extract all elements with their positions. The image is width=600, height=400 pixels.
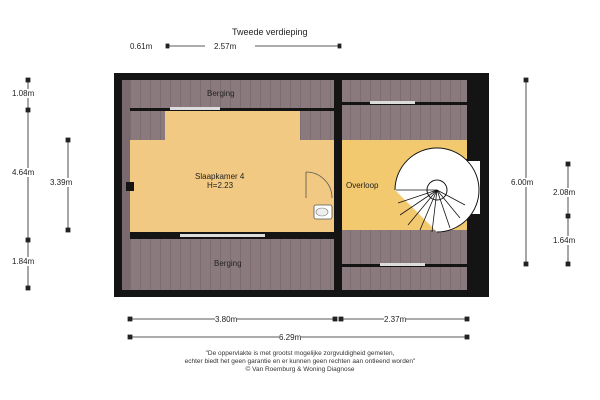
wall-top-partition bbox=[130, 108, 334, 111]
floor-title: Tweede verdieping bbox=[232, 27, 308, 37]
washbasin bbox=[314, 205, 332, 219]
wall-middle bbox=[334, 80, 342, 290]
landing-bottom-roof bbox=[342, 230, 467, 264]
dim-right-1: 2.08m bbox=[553, 188, 576, 197]
door-top bbox=[170, 107, 220, 110]
dim-right-2: 1.64m bbox=[553, 236, 576, 245]
roof-right-bottom bbox=[342, 267, 467, 290]
room-label-berging-bottom: Berging bbox=[214, 259, 242, 268]
disclaimer-line-1: "De oppervlakte is met grootst mogelijke zorgvuldigheid gemeten, bbox=[205, 350, 395, 357]
dim-left-1: 1.08m bbox=[12, 89, 35, 98]
dim-bottom-left: 3.80m bbox=[215, 315, 238, 324]
roof-slope-top-left bbox=[130, 110, 165, 140]
roof-slope-top-right bbox=[300, 110, 334, 140]
dim-left-3: 1.84m bbox=[12, 257, 35, 266]
room-label-bedroom-height: H=2.23 bbox=[207, 181, 234, 190]
disclaimer-line-2: echter biedt het geen garantie en er kunnen geen rechten aan ontleend worden" bbox=[184, 358, 416, 365]
room-label-overloop: Overloop bbox=[346, 181, 379, 190]
dim-left-2: 4.64m bbox=[12, 168, 35, 177]
room-label-berging-top: Berging bbox=[207, 89, 235, 98]
chimney-block bbox=[126, 182, 134, 191]
window-right-bottom bbox=[380, 263, 425, 266]
room-label-bedroom: Slaapkamer 4 bbox=[195, 172, 245, 181]
dim-top-left: 0.61m bbox=[130, 42, 153, 51]
dim-bottom-total: 6.29m bbox=[279, 333, 302, 342]
overloop-roof-top bbox=[342, 80, 467, 102]
copyright-line: © Van Roemburg & Woning Diagnose bbox=[245, 366, 355, 373]
door-bottom bbox=[180, 234, 265, 237]
landing-top-roof bbox=[342, 105, 467, 140]
dim-inner-left: 3.39m bbox=[50, 178, 73, 187]
dim-bottom-right: 2.37m bbox=[384, 315, 407, 324]
window-right-top bbox=[370, 101, 415, 104]
dim-top-mid: 2.57m bbox=[214, 42, 237, 51]
dim-right-total: 6.00m bbox=[511, 178, 534, 187]
